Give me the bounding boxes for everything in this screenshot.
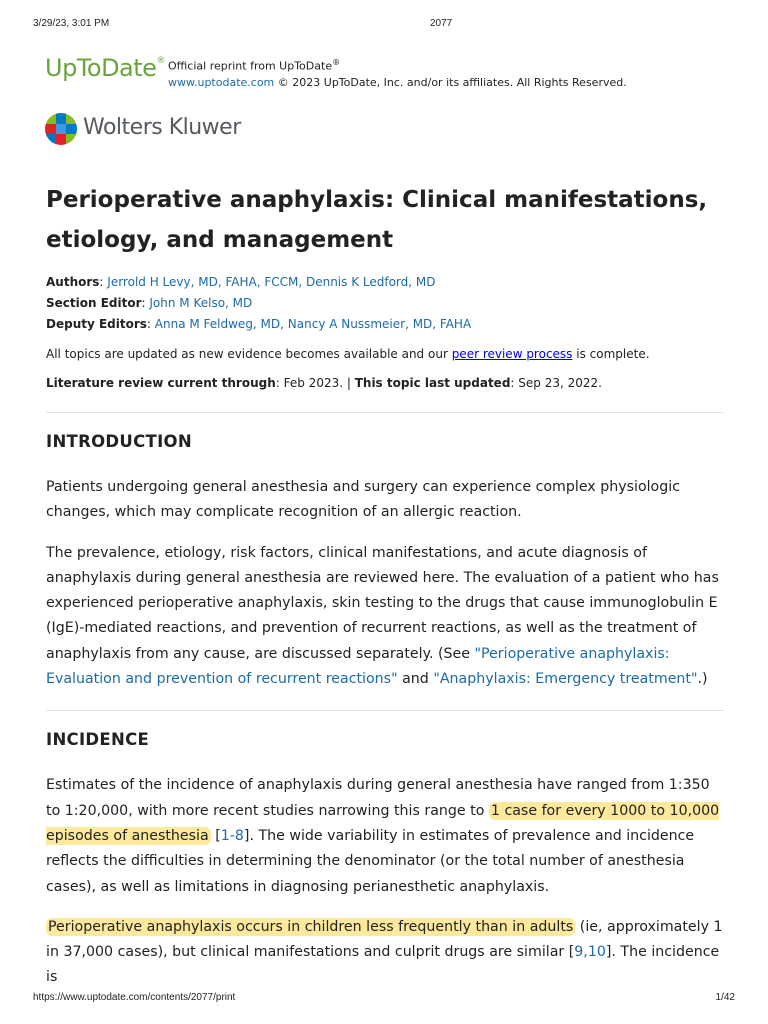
- reference-link[interactable]: 1-8: [220, 827, 244, 844]
- evaluation-topic-link[interactable]: "Perioperative anaphylaxis: Evaluation and prevention of recurrent reactions": [46, 645, 670, 688]
- print-page-number: 1/42: [715, 992, 735, 1003]
- wolters-kluwer-wordmark: Wolters Kluwer: [83, 115, 241, 140]
- incidence-heading: INCIDENCE: [46, 730, 150, 750]
- incidence-paragraph-1: Estimates of the incidence of anaphylaxis during general anesthesia have ranged from 1:350 to 1:20,000, with more recent studies narrowing this range to 1 case for every 1000 to 10,000 episodes of anesthesia [1-8]. The wide variability in estimates of prevalence and incidence reflects the difficulties in determining the denominator (or the total number of anesthesia cases), as well as limitations in diagnosing perianesthetic anaphylaxis.: [46, 777, 720, 895]
- uptodate-logo: UpToDate®: [45, 54, 165, 82]
- reprint-notice: Official reprint from UpToDate® www.uptodate.com © 2023 UpToDate, Inc. and/or its affiliates. All Rights Reserved.: [168, 58, 627, 89]
- uptodate-site-link[interactable]: www.uptodate.com: [168, 75, 275, 89]
- review-dates: Literature review current through: Feb 2023. | This topic last updated: Sep 23, 2022.: [46, 376, 602, 390]
- deputy-editors-line: Deputy Editors: Anna M Feldweg, MD, Nancy A Nussmeier, MD, FAHA: [46, 317, 472, 331]
- article: [46, 180, 724, 991]
- divider: [46, 710, 724, 711]
- wolters-kluwer-mark-icon: [45, 113, 77, 145]
- peer-review-link[interactable]: peer review process: [451, 347, 573, 361]
- introduction-heading: INTRODUCTION: [46, 432, 192, 451]
- brand-bar: [45, 54, 725, 88]
- emergency-treatment-link[interactable]: "Anaphylaxis: Emergency treatment": [433, 671, 698, 688]
- introduction-paragraph-2: The prevalence, etiology, risk factors, clinical manifestations, and acute diagnosis of anaphylaxis during general anesthesia are reviewed here. The evaluation of a patient who has experienced perioperative anaphylaxis, skin testing to the drugs that cause immunoglobulin E (IgE)-mediated reactions, and prevention of recurrent reactions, as well as the treatment of anaphylaxis from any cause, are discussed separately. (See "Perioperative anaphylaxis: Evaluation and prevention of recurrent reactions" and "Anaphylaxis: Emergency treatment".): [46, 544, 719, 688]
- section-editor-link[interactable]: John M Kelso, MD: [149, 296, 253, 310]
- print-datetime: 3/29/23, 3:01 PM: [33, 18, 110, 29]
- reference-link[interactable]: 9,10: [574, 944, 606, 961]
- introduction-paragraph-1: Patients undergoing general anesthesia and surgery can experience complex physiologic changes, which may complicate recognition of an allergic reaction.: [46, 479, 680, 521]
- incidence-paragraph-2: Perioperative anaphylaxis occurs in children less frequently than in adults (ie, approximately 1 in 37,000 cases), but clinical manifestations and culprit drugs are similar [9,10]. The incidence is: [46, 918, 723, 986]
- highlight: Perioperative anaphylaxis occurs in children less frequently than in adults: [48, 918, 574, 935]
- reprint-text: Official reprint from UpToDate: [168, 59, 333, 73]
- section-editor-line: Section Editor: John M Kelso, MD: [46, 296, 253, 310]
- update-note: All topics are updated as new evidence becomes available and our peer review process is complete.: [46, 347, 650, 361]
- highlight: 1 case for every 1000 to 10,000 episodes of anesthesia: [46, 802, 720, 844]
- divider: [46, 412, 724, 413]
- authors-link[interactable]: Jerrold H Levy, MD, FAHA, FCCM, Dennis K Ledford, MD: [107, 275, 436, 289]
- wolters-kluwer-logo: [45, 113, 345, 145]
- article-credits: [46, 272, 724, 335]
- print-url: https://www.uptodate.com/contents/2077/print: [33, 992, 236, 1003]
- article-title: Perioperative anaphylaxis: Clinical manifestations, etiology, and management: [46, 187, 708, 253]
- print-page-id: 2077: [430, 18, 453, 29]
- deputy-editors-link[interactable]: Anna M Feldweg, MD, Nancy A Nussmeier, MD, FAHA: [154, 317, 472, 331]
- authors-line: Authors: Jerrold H Levy, MD, FAHA, FCCM, Dennis K Ledford, MD: [46, 275, 436, 289]
- copyright-text: © 2023 UpToDate, Inc. and/or its affiliates. All Rights Reserved.: [274, 75, 627, 89]
